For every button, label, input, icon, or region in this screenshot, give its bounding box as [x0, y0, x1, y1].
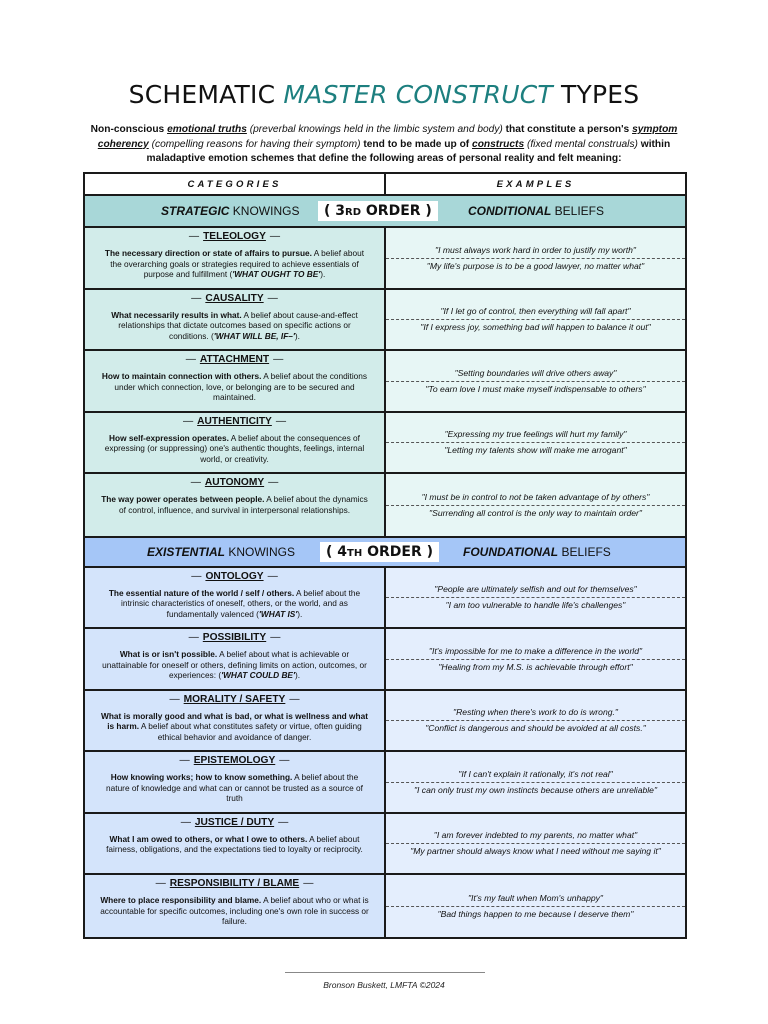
category-cell — [85, 691, 386, 751]
category-description: What is morally good and what is bad, or what is wellness and what is harm. A belief about what constitutes safety or virtue, often guiding ethical behavior and avoidance of danger. — [101, 710, 368, 742]
construct-tag: 'WHAT IS' — [258, 608, 298, 619]
example-quote: "I am too vulnerable to handle life's challenges" — [445, 600, 626, 611]
example-quote: "My partner should always know what I need without me saying it" — [410, 846, 661, 857]
table-row — [85, 413, 685, 475]
footer-credit: Bronson Buskett, LMFTA ©2024 — [323, 980, 445, 990]
category-description: How knowing works; how to know something. A belief about the nature of knowledge and what can or cannot be trusted as a source of truth — [106, 772, 363, 804]
example-quote: "I must be in control to not be taken advantage of by others" — [386, 474, 685, 506]
examples-cell — [386, 413, 685, 473]
band-left-label: EXISTENTIAL KNOWINGS — [147, 544, 296, 559]
example-quote: "I must always work hard in order to justify my worth" — [386, 228, 685, 259]
examples-cell — [386, 752, 685, 812]
category-description: How self-expression operates. A belief about the consequences of expressing (or suppressing) one's authentic thoughts, feelings, internal world, or creativity. — [104, 432, 365, 464]
table-row — [85, 290, 685, 352]
category-title: — TELEOLOGY — — [188, 231, 281, 242]
table-row — [85, 752, 685, 814]
example-quote: "Setting boundaries will drive others away" — [386, 351, 685, 382]
category-cell — [85, 629, 386, 689]
examples-cell — [386, 691, 685, 751]
category-title: — AUTHENTICITY — — [182, 415, 287, 427]
table-row — [85, 351, 685, 413]
category-title: — EPISTEMOLOGY — — [179, 755, 290, 766]
construct-tag: 'WHAT WILL BE, IF–' — [213, 330, 295, 341]
example-quote: "I am forever indebted to my parents, no matter what" — [386, 814, 685, 845]
example-quote: "If I can't explain it rationally, it's not real" — [386, 752, 685, 783]
category-cell — [85, 814, 386, 874]
example-quote: "I can only trust my own instincts because others are unreliable" — [413, 784, 658, 795]
category-description: How to maintain connection with others. A belief about the conditions under which connection, love, or belonging are to be secured and maintained. — [101, 371, 368, 403]
existential-rows — [85, 568, 685, 937]
example-quote: "Surrending all control is the only way to maintain order" — [429, 507, 642, 518]
example-quote: "People are ultimately selfish and out for themselves" — [386, 568, 685, 599]
example-quote: "Letting my talents show will make me arrogant" — [444, 445, 627, 456]
category-description: What is or isn't possible. A belief about what is achievable or unattainable for oneself or others, defining limits on action, outcomes, or experiences: ('WHAT COULD BE'). — [102, 649, 367, 681]
header-categories: CATEGORIES — [85, 174, 386, 194]
example-quote: "It's my fault when Mom's unhappy" — [386, 875, 685, 907]
category-title: — RESPONSIBILITY / BLAME — — [155, 878, 314, 889]
example-quote: "If I let go of control, then everything will fall apart" — [386, 290, 685, 321]
footer-divider — [285, 972, 485, 973]
order-label: ( 3RD ORDER ) — [318, 201, 438, 221]
order-label: ( 4TH ORDER ) — [320, 542, 439, 562]
category-title: — MORALITY / SAFETY — — [169, 693, 300, 705]
construct-tag: 'WHAT OUGHT TO BE' — [232, 269, 321, 280]
category-description: What I am owed to others, or what I owe to others. A belief about fairness, obligations, and the expectations tied to loyalty or reciprocity. — [106, 833, 363, 855]
example-quote: "It's impossible for me to make a difference in the world" — [386, 629, 685, 660]
category-description: The way power operates between people. A belief about the dynamics of control, influence, and survival in interpersonal relationships. — [101, 494, 368, 515]
example-quote: "My life's purpose is to be a good lawyer, no matter what" — [426, 260, 645, 271]
header-examples: EXAMPLES — [496, 178, 575, 190]
examples-cell — [386, 351, 685, 411]
category-cell — [85, 474, 386, 536]
examples-cell — [386, 228, 685, 288]
example-quote: "To earn love I must make myself indispensable to others" — [425, 383, 646, 394]
construct-table — [83, 172, 687, 939]
example-quote: "Healing from my M.S. is achievable through effort" — [438, 661, 633, 672]
table-row — [85, 691, 685, 753]
category-description: The necessary direction or state of affairs to pursue. A belief about the overarching goals or strategies required to achieve essentials of purpose and fulfillment ('WHAT OUGHT TO BE'). — [104, 248, 365, 280]
intro-paragraph: Non-conscious emotional truths (preverbal knowings held in the limbic system and body) that constitute a person's symptom coherency (compelling reasons for having their symptom) tend to be made up of constructs (fixed mental construals) within maladaptive emotion schemes that define the following areas of personal reality and felt meaning: — [90, 124, 678, 164]
example-quote: "If I express joy, something bad will happen to balance it out" — [420, 322, 651, 333]
band-right-label: CONDITIONAL BELIEFS — [468, 204, 605, 218]
category-title: — JUSTICE / DUTY — — [180, 816, 289, 828]
examples-cell — [386, 629, 685, 689]
table-row — [85, 875, 685, 937]
example-quote: "Bad things happen to me because I deserve them" — [437, 908, 634, 919]
example-quote: "Resting when there's work to do is wrong." — [386, 691, 685, 722]
strategic-rows — [85, 228, 685, 536]
page-title: SCHEMATIC MASTER CONSTRUCT TYPES — [128, 80, 640, 109]
examples-cell — [386, 474, 685, 536]
construct-tag: 'WHAT COULD BE' — [221, 670, 295, 681]
band-right-label: FOUNDATIONAL BELIEFS — [463, 544, 611, 559]
category-cell — [85, 875, 386, 937]
category-title: — POSSIBILITY — — [188, 632, 281, 643]
category-description: Where to place responsibility and blame. A belief about who or what is accountable for specific outcomes, including one's own role in success or failure. — [100, 895, 369, 927]
category-cell — [85, 351, 386, 411]
table-row — [85, 474, 685, 536]
category-cell — [85, 568, 386, 628]
category-cell — [85, 413, 386, 473]
category-title: — ONTOLOGY — — [191, 570, 278, 582]
category-title: — AUTONOMY — — [190, 477, 279, 488]
band-left-label: STRATEGIC KNOWINGS — [161, 204, 300, 218]
table-row — [85, 568, 685, 630]
existential-band — [85, 536, 685, 568]
category-cell — [85, 752, 386, 812]
table-row — [85, 228, 685, 290]
table-row — [85, 814, 685, 876]
category-cell — [85, 290, 386, 350]
table-header — [85, 174, 685, 196]
examples-cell — [386, 814, 685, 874]
examples-cell — [386, 568, 685, 628]
example-quote: "Expressing my true feelings will hurt my family" — [386, 413, 685, 444]
example-quote: "Conflict is dangerous and should be avoided at all costs." — [425, 723, 646, 734]
category-description: What necessarily results in what. A belief about cause-and-effect relationships that dictate outcomes based on specific actions or conditions. ('WHAT WILL BE, IF–'). — [111, 309, 358, 341]
table-row — [85, 629, 685, 691]
examples-cell — [386, 875, 685, 937]
examples-cell — [386, 290, 685, 350]
category-title: — CAUSALITY — — [191, 292, 278, 304]
category-title: — ATTACHMENT — — [185, 354, 284, 365]
category-description: The essential nature of the world / self / others. A belief about the intrinsic characteristics of oneself, others, or the world, and as fundamentally valenced ('WHAT IS'). — [108, 587, 361, 619]
category-cell — [85, 228, 386, 288]
strategic-band — [85, 196, 685, 228]
